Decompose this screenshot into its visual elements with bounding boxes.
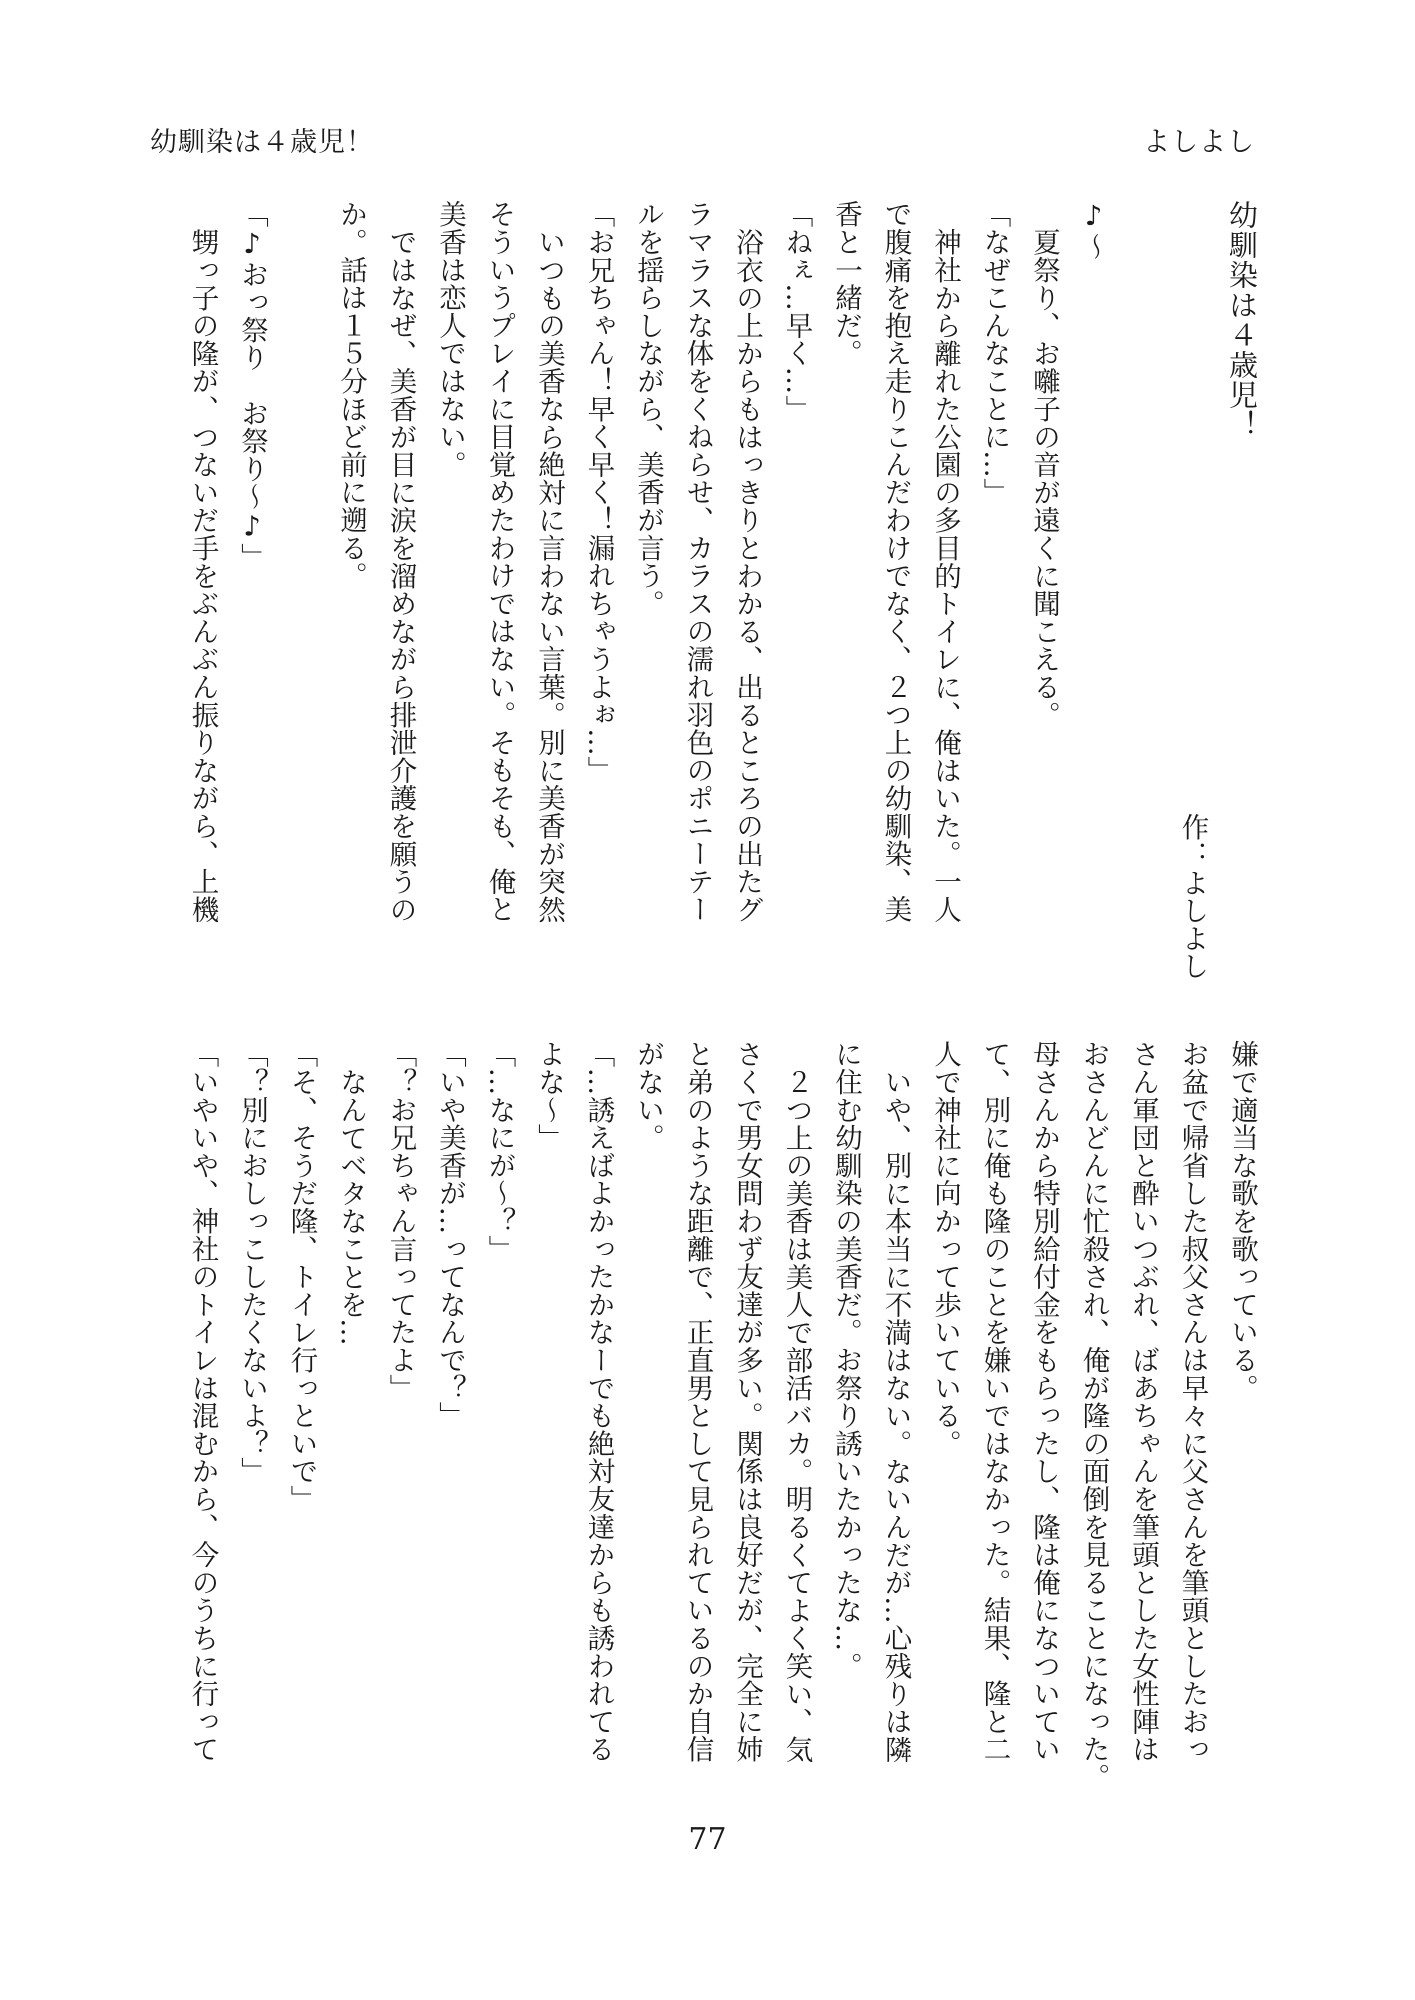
text-line: ではなぜ、美香が目に涙を溜めながら排泄介護を願うの (384, 227, 417, 923)
text-line: 夏祭り、お囃子の音が遠くに聞こえる。 (1028, 227, 1060, 728)
story-title: 幼馴染は４歳児！ (1225, 200, 1259, 440)
text-line: なんてベタなことを… (335, 1067, 367, 1346)
text-line: 「…誘えばよかったかなーでも絶対友達からも誘われてる (582, 1040, 615, 1763)
page-number: 77 (688, 1822, 727, 1857)
running-header-author: よしよし (1143, 127, 1255, 158)
text-line: おさんどんに忙殺され、俺が隆の面倒を見ることになった。 (1077, 1040, 1110, 1791)
text-line: 美香は恋人ではない。 (434, 200, 466, 478)
text-line: さくで男女問わず友達が多い。関係は良好だが、完全に姉 (731, 1040, 763, 1763)
story-author: 作：よしよし (1176, 813, 1209, 980)
text-line: 母さんから特別給付金をもらったし、隆は俺になついてい (1028, 1040, 1060, 1763)
text-line: 「♪おっ祭り お祭り～♪」 (236, 200, 268, 571)
text-line: て、別に俺も隆のことを嫌いではなかった。結果、隆と二 (978, 1040, 1011, 1763)
text-line: 「ねぇ…早く…」 (780, 200, 813, 423)
text-line: に住む幼馴染の美香だ。お祭り誘いたかったな…。 (830, 1040, 862, 1680)
running-header-title: 幼馴染は４歳児！ (150, 127, 374, 158)
text-line: ルを揺らしながら、美香が言う。 (632, 200, 664, 617)
text-line: がない。 (632, 1040, 664, 1152)
text-line: で腹痛を抱え走りこんだわけでなく、２つ上の幼馴染、美 (879, 200, 912, 923)
text-line: か。話は１５分ほど前に遡る。 (335, 200, 367, 590)
text-line: お盆で帰省した叔父さんは早々に父さんを筆頭としたおっ (1176, 1040, 1209, 1763)
text-line: 「？お兄ちゃん言ってたよ」 (384, 1040, 417, 1402)
text-line: ♪～ (1077, 200, 1110, 261)
text-line: 香と一緒だ。 (830, 200, 862, 367)
text-line: そういうプレイに目覚めたわけではない。そもそも、俺と (483, 200, 516, 923)
text-line: 「？別におしっこしたくないよ？」 (236, 1040, 268, 1485)
text-line: 人で神社に向かって歩いている。 (929, 1040, 961, 1457)
text-line: 「…なにが～？」 (483, 1040, 516, 1263)
text-line: 「そ、そうだ隆、トイレ行っといで」 (285, 1040, 318, 1513)
text-line: ２つ上の美香は美人で部活バカ。明るくてよく笑い、気 (780, 1067, 813, 1763)
upper-text-block (177, 200, 1266, 980)
text-line: いや、別に本当に不満はない。ないんだが…心残りは隣 (879, 1067, 912, 1763)
lower-text-block (177, 1040, 1266, 1810)
text-line: 「お兄ちゃん！早く早く！漏れちゃうよぉ…」 (582, 200, 615, 784)
text-line: よな～」 (533, 1040, 565, 1152)
text-line: 浴衣の上からもはっきりとわかる、出るところの出たグ (731, 227, 763, 923)
text-line: 「なぜこんなことに…」 (978, 200, 1011, 506)
text-line: と弟のような距離で、正直男として見られているのか自信 (681, 1040, 714, 1763)
text-line: 「いや美香が…ってなんで？」 (434, 1040, 466, 1430)
text-line: 甥っ子の隆が、つないだ手をぶんぶん振りながら、上機 (186, 227, 219, 923)
text-line: 嫌で適当な歌を歌っている。 (1226, 1040, 1258, 1402)
text-line: 「いやいや、神社のトイレは混むから、今のうちに行って (186, 1040, 219, 1763)
text-line: いつもの美香なら絶対に言わない言葉。別に美香が突然 (533, 227, 565, 923)
text-line: さん軍団と酔いつぶれ、ばあちゃんを筆頭とした女性陣は (1127, 1040, 1159, 1763)
text-line: 神社から離れた公園の多目的トイレに、俺はいた。一人 (929, 227, 961, 923)
text-line: ラマラスな体をくねらせ、カラスの濡れ羽色のポニーテー (681, 200, 714, 923)
